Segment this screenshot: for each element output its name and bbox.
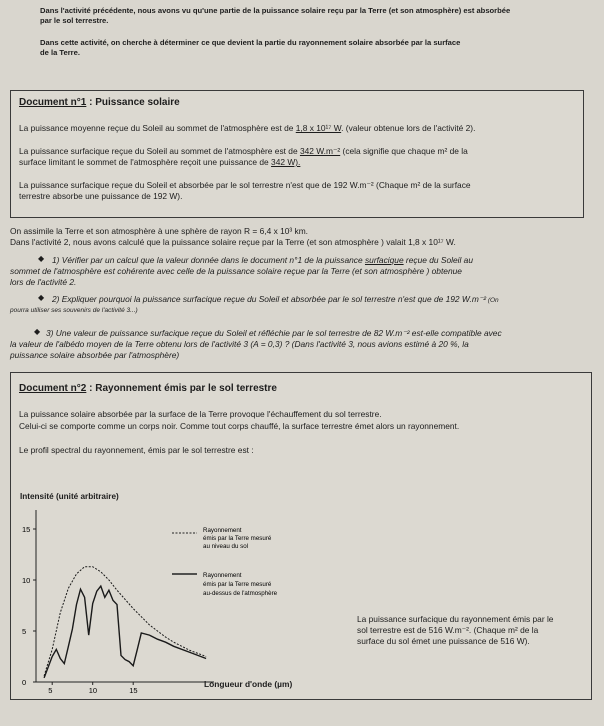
- document-1-paragraph-3: La puissance surfacique reçue du Soleil et absorbée par le sol terrestre n'est que de 192 W.m⁻² (Chaque m² de la surface: [19, 180, 471, 190]
- document-1-paragraph-2: La puissance surfacique reçue du Soleil au sommet de l'atmosphère est de 342 W.m⁻² (cela signifie que chaque m² de la: [19, 146, 468, 156]
- x-tick-label: 15: [129, 686, 138, 695]
- chart-y-label: Intensité (unité arbitraire): [20, 492, 119, 501]
- document-2-paragraph-1: La puissance solaire absorbée par la surface de la Terre provoque l'échauffement du sol terrestre.: [19, 409, 382, 419]
- document-1-title: Document n°1 : Puissance solaire: [19, 97, 180, 108]
- intro-line-1: Dans l'activité précédente, nous avons vu qu'une partie de la puissance solaire reçu par la Terre (et son atmosphère) est absorbée: [40, 6, 511, 15]
- document-2-paragraph-2: Celui-ci se comporte comme un corps noir. Comme tout corps chauffé, la surface terrestre émet alors un rayonnement.: [19, 421, 460, 431]
- document-2-box: [10, 372, 592, 700]
- intro-line-3: Dans cette activité, on cherche à déterminer ce que devient la partie du rayonnement solaire absorbée par la surface: [40, 38, 461, 47]
- y-tick-label: 0: [22, 678, 27, 687]
- legend-ground-2: émis par la Terre mesuré: [203, 535, 272, 542]
- question-3: 3) Une valeur de puissance surfacique reçue du Soleil et réfléchie par le sol terrestre de 82 W.m⁻² est-elle compatible avec: [46, 328, 502, 338]
- legend-top-2: émis par la Terre mesuré: [203, 581, 272, 588]
- question-1-cont-2: lors de l'activité 2.: [10, 277, 77, 287]
- question-1-cont: sommet de l'atmosphère est cohérente avec celle de la puissance solaire reçue par la Terre (et son atmosphère ) obtenue: [10, 266, 462, 276]
- document-2-paragraph-3: Le profil spectral du rayonnement, émis par le sol terrestre est :: [19, 445, 254, 455]
- legend-ground-1: Rayonnement: [203, 527, 242, 534]
- question-3-cont: la valeur de l'albédo moyen de la Terre obtenu lors de l'activité 3 (A = 0,3) ? (Dans l'activité 3, nous avions estimé à 20 %, la: [10, 339, 469, 349]
- document-1-box: [10, 90, 584, 218]
- bullet-icon: ◆: [38, 254, 45, 263]
- x-tick-label: 10: [88, 686, 98, 695]
- document-1-paragraph-2-cont: surface limitant le sommet de l'atmosphère reçoit une puissance de 342 W).: [19, 157, 301, 167]
- bullet-icon: ◆: [34, 327, 41, 336]
- legend-ground-3: au niveau du sol: [203, 543, 249, 550]
- y-tick-label: 5: [22, 627, 27, 636]
- legend-top-1: Rayonnement: [203, 572, 242, 579]
- document-1-paragraph-3-cont: terrestre absorbe une puissance de 192 W).: [19, 191, 183, 201]
- bullet-icon: ◆: [38, 293, 45, 302]
- document-2-side-text-1: La puissance surfacique du rayonnement émis par le: [357, 614, 554, 624]
- question-3-cont-2: puissance solaire absorbée par l'atmosphère): [10, 350, 180, 360]
- legend-top-3: au-dessus de l'atmosphère: [203, 590, 278, 597]
- document-1-paragraph-1: La puissance moyenne reçue du Soleil au sommet de l'atmosphère est de 1,8 x 10¹⁷ W. (valeur obtenue lors de l'activité 2).: [19, 123, 476, 133]
- question-1: 1) Vérifier par un calcul que la valeur donnée dans le document n°1 de la puissance surfacique reçue du Soleil au: [52, 255, 473, 265]
- y-tick-label: 15: [22, 525, 31, 534]
- sphere-assumption: On assimile la Terre et son atmosphère à une sphère de rayon R = 6,4 x 10³ km.: [10, 226, 309, 236]
- chart-x-label: Longueur d'onde (µm): [204, 679, 293, 689]
- question-2: 2) Expliquer pourquoi la puissance surfacique reçue du Soleil et absorbée par le sol terrestre n'est que de 192 W.m⁻² (On: [52, 294, 499, 304]
- document-2-title: Document n°2 : Rayonnement émis par le sol terrestre: [19, 383, 277, 394]
- intro-line-2: par le sol terrestre.: [40, 16, 109, 25]
- x-tick-label: 5: [48, 686, 53, 695]
- document-2-side-text-3: surface du sol émet une puissance de 516 W).: [357, 636, 530, 646]
- document-2-side-text-2: sol terrestre est de 516 W.m⁻². (Chaque m² de la: [357, 625, 539, 635]
- activity-2-reminder: Dans l'activité 2, nous avons calculé que la puissance solaire reçue par la Terre (et son atmosphère ) valait 1,8 x 10¹⁷ W.: [10, 237, 456, 247]
- question-2-cont: pourra utiliser ses souvenirs de l'activité 3...): [10, 307, 138, 314]
- intro-line-4: de la Terre.: [40, 48, 80, 57]
- y-tick-label: 10: [22, 576, 31, 585]
